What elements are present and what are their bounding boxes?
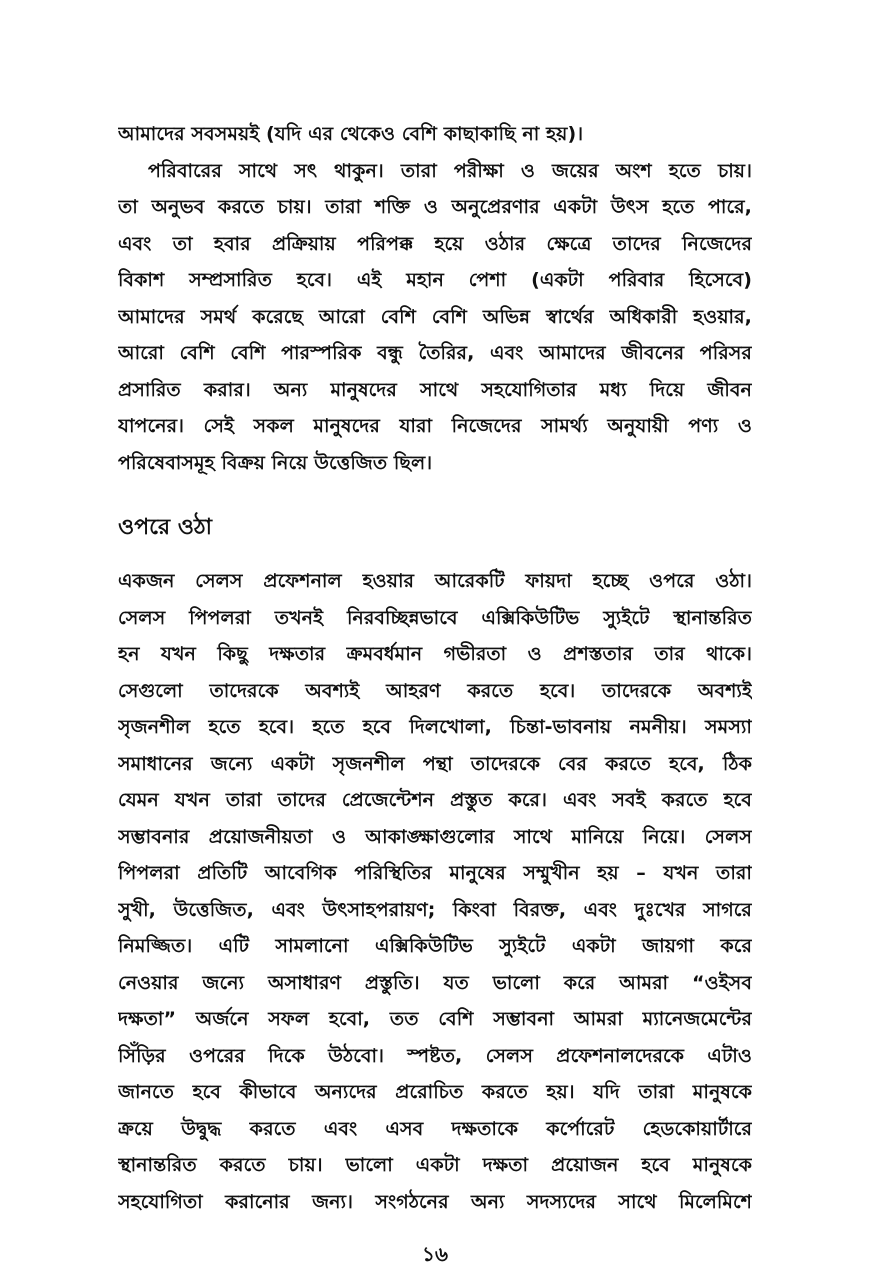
- paragraph-line: সেগুলো তাদেরকে অবশ্যই আহরণ করতে হবে। তাদেরকে অবশ্যই: [118, 679, 752, 702]
- paragraph-line: যাপনের। সেই সকল মানুষদের যারা নিজেদের সামর্থ্য অনুযায়ী পণ্য ও: [118, 415, 752, 437]
- paragraph-line: জানতে হবে কীভাবে অন্যদের প্ররোচিত করতে হয়। যদি তারা মানুষকে: [118, 1081, 752, 1103]
- paragraph-line: প্রসারিত করার। অন্য মানুষদের সাথে সহযোগিতার মধ্য দিয়ে জীবন: [118, 378, 752, 401]
- paragraph-line: পরিষেবাসমূহ বিক্রয় নিয়ে উত্তেজিত ছিল।: [118, 451, 433, 474]
- paragraph-line: সৃজনশীল হতে হবে। হতে হবে দিলখোলা, চিন্তা-ভাবনায় নমনীয়। সমস্যা: [118, 716, 752, 738]
- paragraph-line: সমাধানের জন্যে একটা সৃজনশীল পন্থা তাদেরকে বের করতে হবে, ঠিক: [118, 752, 752, 775]
- paragraph-line: ক্রয়ে উদ্বুদ্ধ করতে এবং এসব দক্ষতাকে কর্পোরেট হেডকোয়ার্টারে: [118, 1117, 752, 1140]
- body-text-section: [118, 563, 752, 1220]
- paragraph-line: সেলস পিপলরা তখনই নিরবচ্ছিন্নভাবে এক্সিকিউটিভ স্যুইটে স্থানান্তরিত: [118, 606, 752, 629]
- paragraph-line: নিমজ্জিত। এটি সামলানো এক্সিকিউটিভ স্যুইটে একটা জায়গা করে: [118, 935, 752, 957]
- paragraph-line: দক্ষতা” অর্জনে সফল হবো, তত বেশি সম্ভাবনা আমরা ম্যানেজমেন্টের: [118, 1008, 752, 1030]
- section-heading: ওপরে ওঠা: [118, 515, 213, 540]
- paragraph-line: স্থানান্তরিত করতে চায়। ভালো একটা দক্ষতা প্রয়োজন হবে মানুষকে: [118, 1154, 752, 1176]
- paragraph-line: হন যখন কিছু দক্ষতার ক্রমবর্ধমান গভীরতা ও প্রশস্ততার তার থাকে।: [118, 643, 752, 665]
- paragraph-line: আরো বেশি বেশি পারস্পরিক বন্ধু তৈরির, এবং আমাদের জীবনের পরিসর: [118, 342, 752, 364]
- paragraph-line: বিকাশ সম্প্রসারিত হবে। এই মহান পেশা (একটা পরিবার হিসেবে): [118, 269, 752, 291]
- paragraph-line: পিপলরা প্রতিটি আবেগিক পরিস্থিতির মানুষের সম্মুখীন হয় – যখন তারা: [118, 862, 752, 884]
- paragraph-line: আমাদের সবসময়ই (যদি এর থেকেও বেশি কাছাকাছি না হয়)।: [118, 123, 584, 145]
- page-number: ১৬: [422, 1242, 448, 1266]
- paragraph-line: একজন সেলস প্রফেশনাল হওয়ার আরেকটি ফায়দা হচ্ছে ওপরে ওঠা।: [118, 570, 752, 592]
- paragraph-line: সহযোগিতা করানোর জন্য। সংগঠনের অন্য সদস্যদের সাথে মিলেমিশে: [118, 1190, 752, 1213]
- paragraph-line: এবং তা হবার প্রক্রিয়ায় পরিপক্ক হয়ে ওঠার ক্ষেত্রে তাদের নিজেদের: [118, 232, 752, 255]
- paragraph-line: সিঁড়ির ওপরের দিকে উঠবো। স্পষ্টত, সেলস প্রফেশনালদেরকে এটাও: [118, 1044, 752, 1067]
- paragraph-line: আমাদের সমর্থ করেছে আরো বেশি বেশি অভিন্ন স্বার্থের অধিকারী হওয়ার,: [118, 305, 752, 328]
- paragraph-line: সুখী, উত্তেজিত, এবং উৎসাহপরায়ণ; কিংবা বিরক্ত, এবং দুঃখের সাগরে: [118, 898, 752, 921]
- paragraph-line: সম্ভাবনার প্রয়োজনীয়তা ও আকাঙ্ক্ষাগুলোর সাথে মানিয়ে নিয়ে। সেলস: [118, 825, 752, 848]
- paragraph-line: নেওয়ার জন্যে অসাধারণ প্রস্তুতি। যত ভালো করে আমরা “ওইসব: [118, 971, 752, 994]
- body-text-top: [118, 116, 752, 481]
- paragraph-line: তা অনুভব করতে চায়। তারা শক্তি ও অনুপ্রেরণার একটা উৎস হতে পারে,: [118, 196, 752, 218]
- paragraph-line: পরিবারের সাথে সৎ থাকুন। তারা পরীক্ষা ও জয়ের অংশ হতে চায়।: [148, 159, 752, 182]
- paragraph-line: যেমন যখন তারা তাদের প্রেজেন্টেশন প্রস্তুত করে। এবং সবই করতে হবে: [118, 789, 752, 811]
